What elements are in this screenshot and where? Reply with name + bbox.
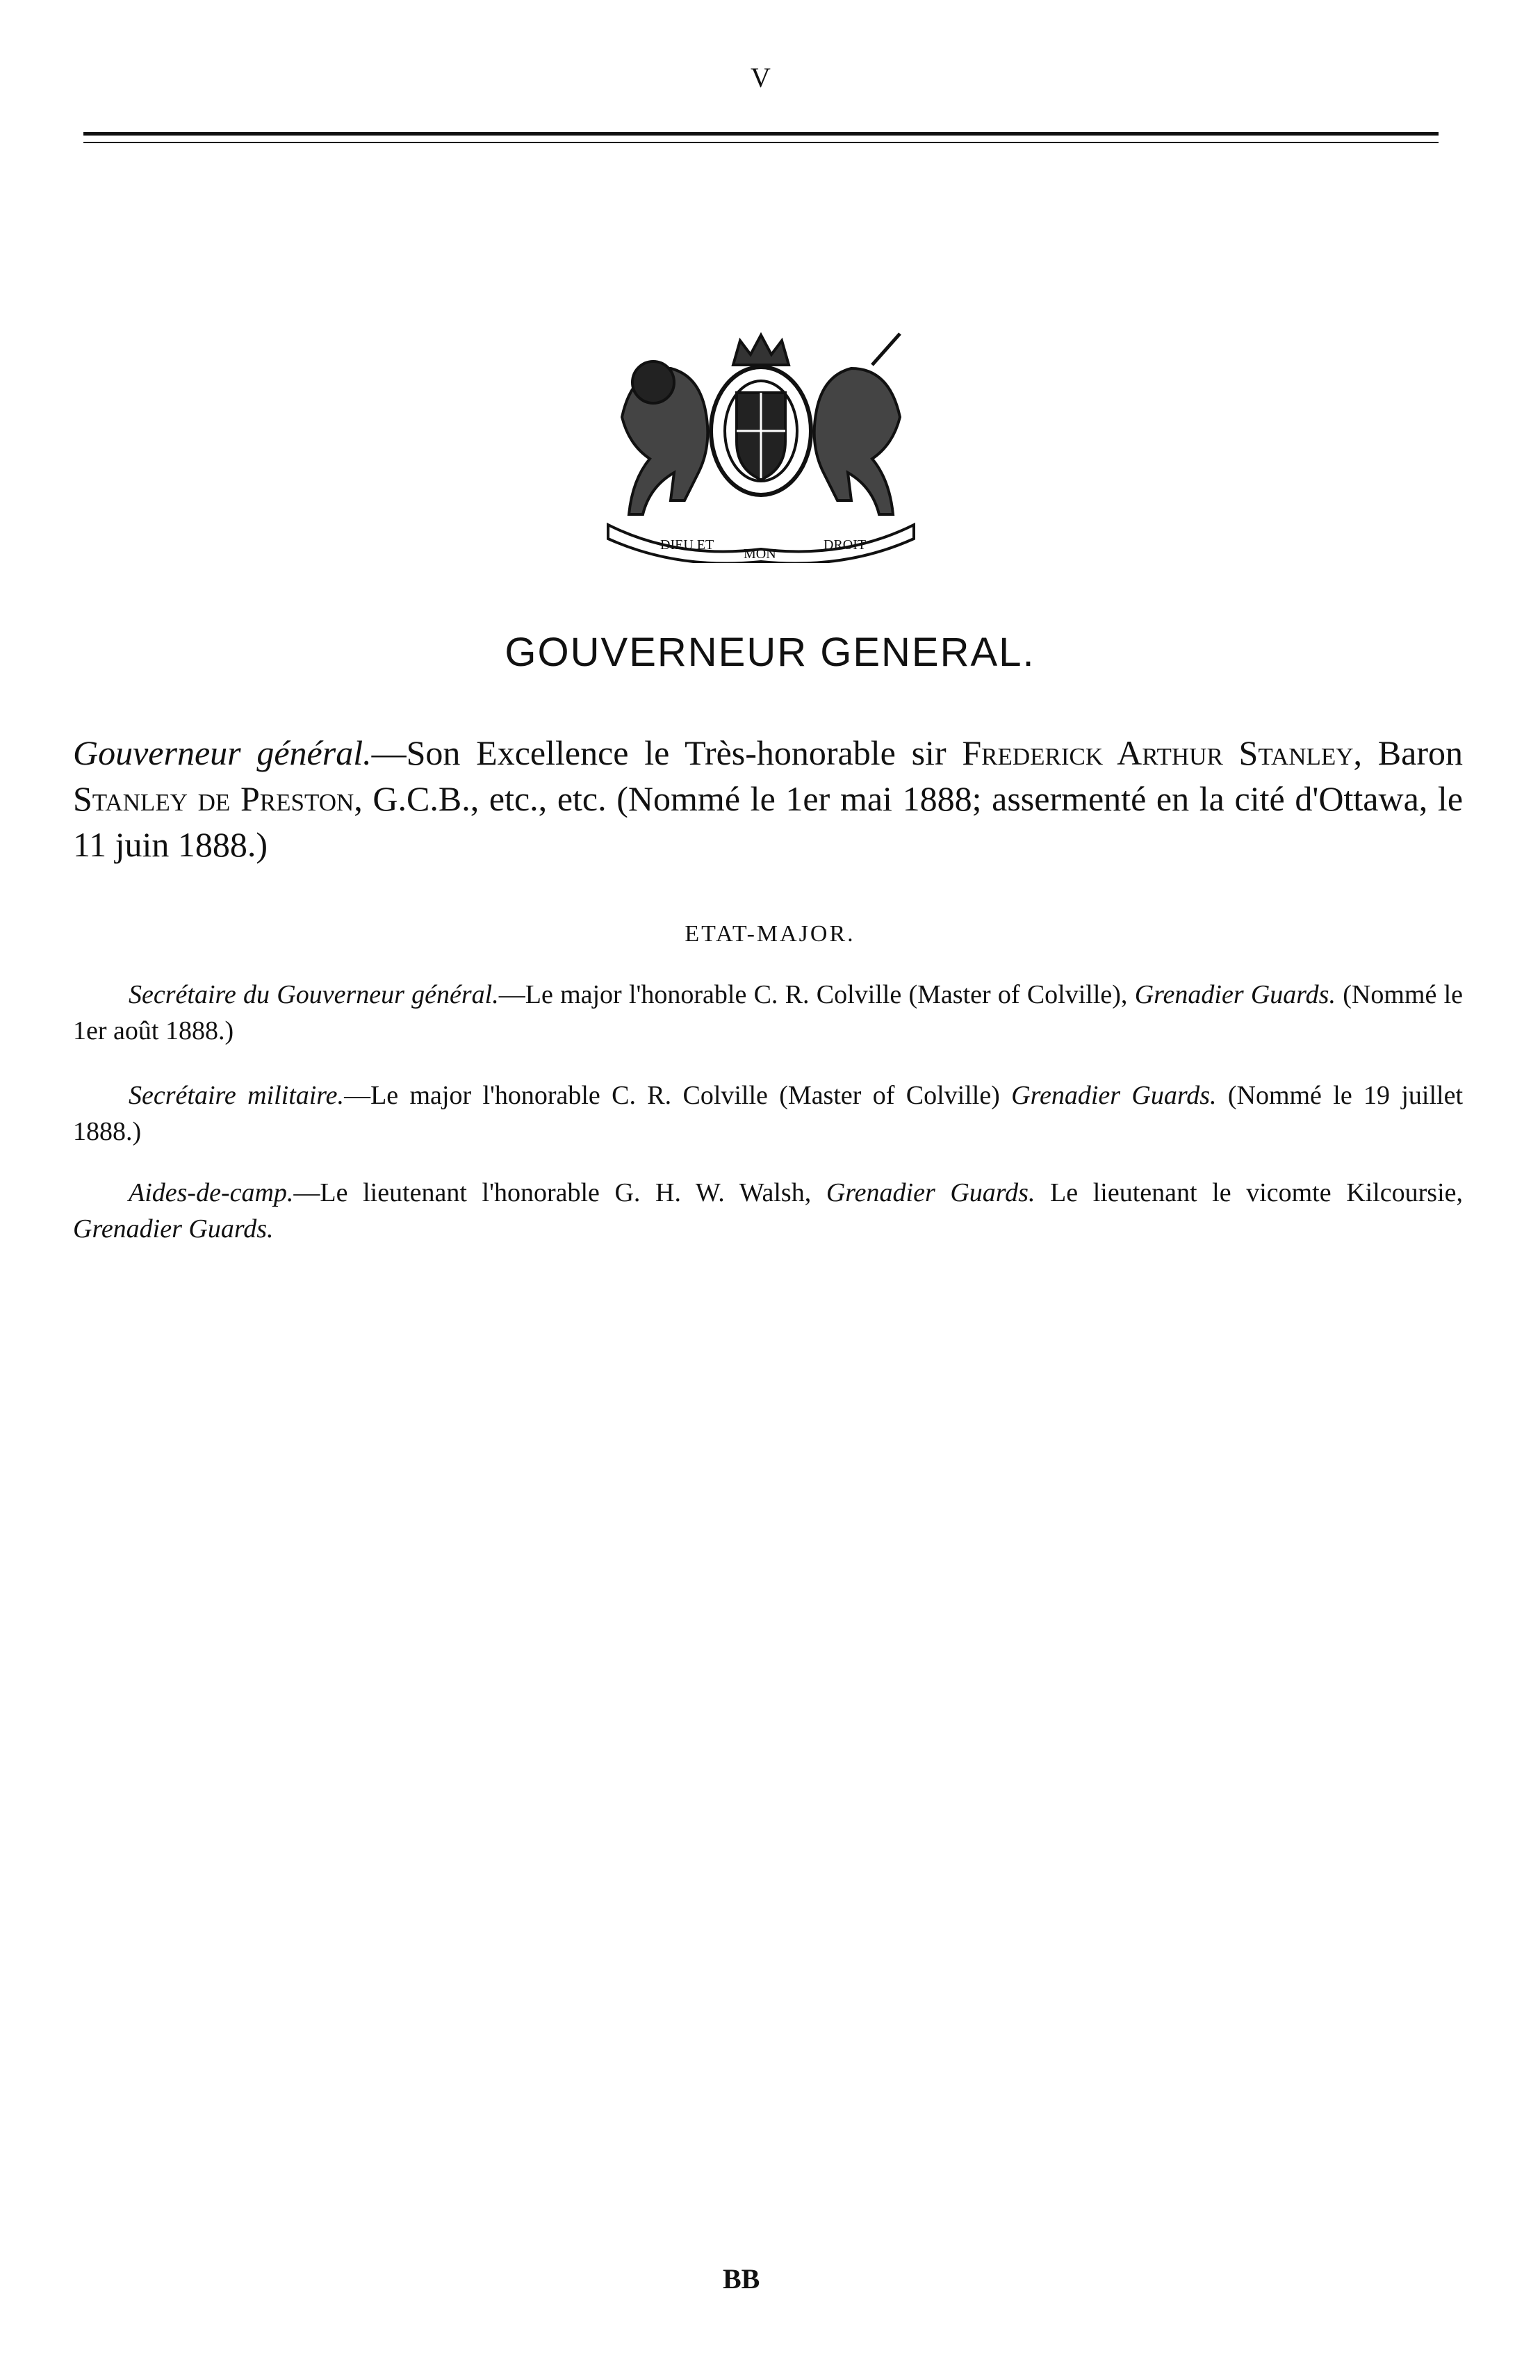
governor-barony: Stanley de Preston bbox=[73, 779, 354, 818]
motto-left: DIEU ET bbox=[660, 537, 714, 553]
top-rule-thin bbox=[83, 142, 1439, 143]
entry-aides-de-camp bbox=[73, 1175, 1463, 1247]
entry-title: Secrétaire militaire. bbox=[129, 1081, 345, 1110]
entry-text: —Le lieutenant l'honorable G. H. W. Walsh, bbox=[293, 1178, 826, 1207]
royal-coat-of-arms-icon bbox=[594, 327, 928, 563]
top-rule bbox=[83, 132, 1439, 136]
entry-military-secretary bbox=[73, 1077, 1463, 1150]
governor-text-1: —Son Excellence le Très-honorable sir bbox=[371, 733, 962, 772]
signature-mark: BB bbox=[723, 2263, 760, 2295]
motto-center: MON bbox=[744, 546, 776, 562]
entry-date: (Nommé le 19 juillet 1888.) bbox=[73, 1081, 1463, 1146]
entry-regiment: Grenadier Guards. bbox=[1134, 980, 1336, 1009]
entry-text: —Le major l'honorable C. R. Colville (Master of Colville) bbox=[344, 1081, 1012, 1110]
entry-secretary bbox=[73, 977, 1463, 1049]
motto-right: DROIT bbox=[824, 537, 867, 553]
page-number: V bbox=[751, 62, 771, 93]
governor-paragraph bbox=[73, 730, 1463, 867]
governor-text-3: , G.C.B., etc., etc. (Nommé le 1er mai 1888; assermenté en la cité d'Ottawa, le 11 juin 1888.) bbox=[73, 779, 1464, 864]
page-heading: GOUVERNEUR GENERAL. bbox=[505, 630, 1035, 675]
entry-regiment-2: Grenadier Guards. bbox=[73, 1214, 274, 1244]
governor-text-2: , Baron bbox=[1353, 733, 1463, 772]
entry-regiment: Grenadier Guards. bbox=[826, 1178, 1035, 1207]
entry-title: Aides-de-camp. bbox=[129, 1178, 294, 1207]
entry-date: (Nommé le 1er août 1888.) bbox=[73, 980, 1464, 1045]
entry-text-2: Le lieutenant le vicomte Kilcoursie, bbox=[1035, 1178, 1463, 1207]
entry-title: Secrétaire du Gouverneur général. bbox=[129, 980, 499, 1009]
entry-regiment: Grenadier Guards. bbox=[1011, 1081, 1217, 1110]
governor-name: Frederick Arthur Stanley bbox=[962, 733, 1354, 772]
governor-title: Gouverneur général. bbox=[73, 733, 372, 772]
section-heading-etat-major: ETAT-MAJOR. bbox=[685, 921, 855, 947]
entry-text: —Le major l'honorable C. R. Colville (Master of Colville), bbox=[498, 980, 1128, 1009]
